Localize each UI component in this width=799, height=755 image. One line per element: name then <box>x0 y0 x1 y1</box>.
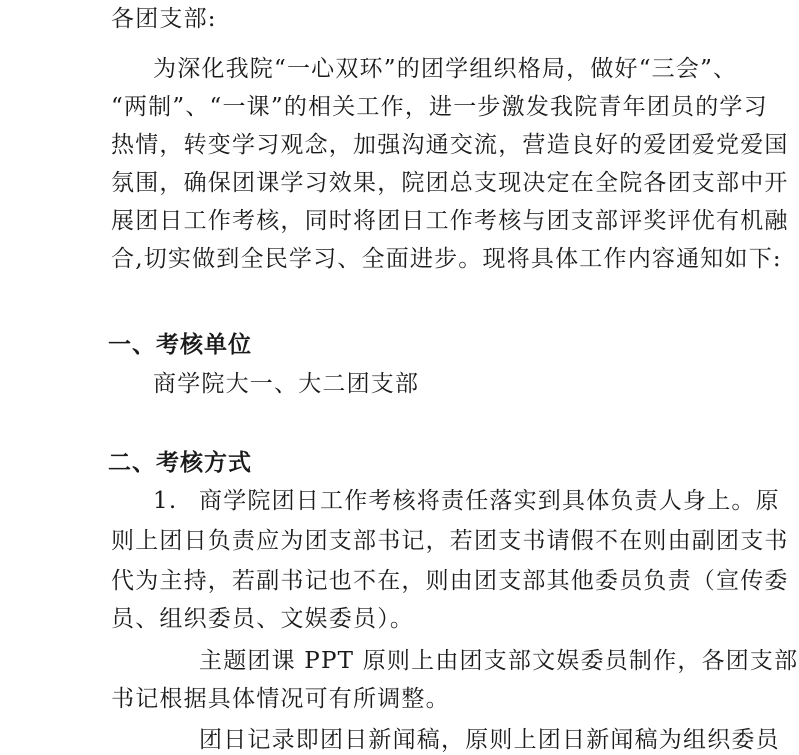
intro-line-1: 为深化我院“一心双环”的团学组织格局，做好“三会”、 <box>153 56 738 82</box>
intro-line-4: 氛围，确保团课学习效果，院团总支现决定在全院各团支部中开 <box>111 170 789 196</box>
intro-line-3: 热情，转变学习观念，加强沟通交流，营造良好的爱团爱党爱国 <box>111 132 789 158</box>
section-2-item-1-line-1 <box>153 486 780 516</box>
section-2-item-1-line-4: 员、组织委员、文娱委员）。 <box>111 606 415 632</box>
section-2-para-3-line-1: 团日记录即团日新闻稿，原则上团日新闻稿为组织委员 <box>199 727 780 753</box>
salutation: 各团支部: <box>111 6 217 32</box>
intro-line-5: 展团日工作考核，同时将团日工作考核与团支部评奖评优有机融 <box>111 208 789 234</box>
item-text: 商学院团日工作考核将责任落实到具体负责人身上。原 <box>199 488 780 514</box>
item-number: 1. <box>153 488 178 514</box>
intro-line-2: “两制”、“一课”的相关工作，进一步激发我院青年团员的学习 <box>111 94 768 120</box>
section-2-item-1-line-3: 代为主持，若副书记也不在，则由团支部其他委员负责（宣传委 <box>111 568 789 594</box>
section-2-heading: 二、考核方式 <box>108 450 252 476</box>
section-2-para-2-line-1: 主题团课 PPT 原则上由团支部文娱委员制作，各团支部 <box>199 648 799 674</box>
section-1-body: 商学院大一、大二团支部 <box>153 371 420 397</box>
section-2-para-2-line-2: 书记根据具体情况可有所调整。 <box>111 686 450 712</box>
section-2-item-1-line-2: 则上团日负责应为团支部书记，若团支书请假不在则由副团支书 <box>111 528 789 554</box>
intro-line-6: 合,切实做到全民学习、全面进步。现将具体工作内容通知如下: <box>111 246 782 272</box>
section-1-heading: 一、考核单位 <box>108 332 252 358</box>
